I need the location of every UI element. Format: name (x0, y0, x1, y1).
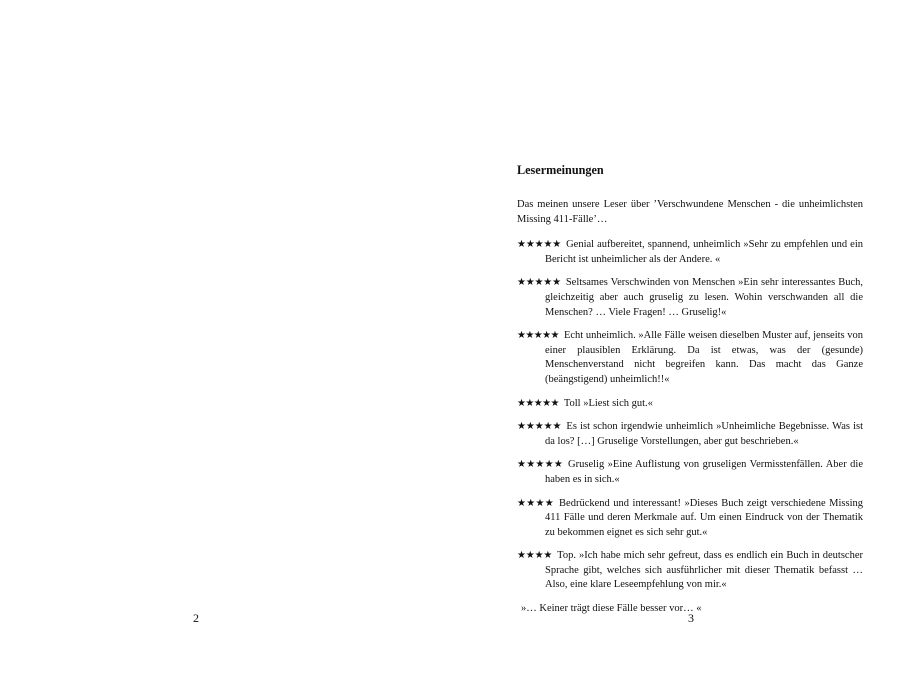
review-quote: »Liest sich gut.« (583, 397, 653, 409)
review-item (517, 458, 863, 487)
closing-quote: »… Keiner trägt diese Fälle besser vor… « (521, 603, 702, 615)
review-item (517, 497, 863, 541)
review-item (517, 397, 863, 412)
review-quote: »Ich habe mich sehr gefreut, dass es endlich ein Buch in deutscher Sprache gibt, welches sich ausführlicher mit dieser Thematik befasst … Also, eine klare Leseempfehlung von mir.« (545, 550, 864, 591)
review-item (517, 329, 863, 387)
review-title: Seltsames Verschwinden von Menschen (565, 277, 736, 289)
intro-paragraph: Das meinen unsere Leser über ’Verschwundene Menschen - die unheimlichsten Missing 411-Fälle’… (517, 199, 863, 225)
review-title: Top. (557, 550, 576, 562)
star-rating-icon: ★★★★★ (517, 459, 564, 471)
section-heading: Lesermeinungen (517, 163, 604, 177)
review-title: Genial aufbereitet, spannend, unheimlich (566, 239, 741, 251)
star-rating-icon: ★★★★★ (517, 330, 559, 342)
review-title: Toll (563, 397, 581, 409)
page-number-right: 3 (688, 611, 694, 625)
reader-reviews-section (517, 162, 863, 617)
review-quote: »Unheimliche Begebnisse. Was ist da los? […] Gruselige Vorstellungen, aber gut beschrieben.« (545, 421, 864, 447)
star-rating-icon: ★★★★★ (517, 239, 562, 251)
review-quote: »Alle Fälle weisen dieselben Muster auf, jenseits von einer plausiblen Erklärung. Da ist etwas, was der (gesunde) Menschenverstand nicht begreifen kann. Das macht das Ganze (beängstigend) unheimlich!!« (545, 330, 864, 385)
review-item (517, 420, 863, 449)
star-rating-icon: ★★★★★ (517, 277, 561, 289)
review-item (517, 276, 863, 320)
star-rating-icon: ★★★★★ (517, 421, 562, 433)
star-rating-icon: ★★★★★ (517, 397, 559, 409)
review-quote: »Dieses Buch zeigt verschiedene Missing 411 Fälle und deren Merkmale auf. Um einen Eindruck von der Thematik zu bekommen eignet es sich sehr gut.« (545, 497, 863, 538)
review-item (517, 549, 863, 593)
review-item (517, 238, 863, 267)
review-title: Es ist schon irgendwie unheimlich (566, 421, 713, 433)
review-quote: »Eine Auflistung von gruseligen Vermisstenfällen. Aber die haben es in sich.« (545, 459, 864, 485)
page-number-left: 2 (193, 611, 199, 625)
review-list (517, 238, 863, 593)
review-title: Echt unheimlich. (563, 330, 636, 342)
star-rating-icon: ★★★★ (517, 497, 555, 509)
star-rating-icon: ★★★★ (517, 550, 553, 562)
review-title: Gruselig (568, 459, 605, 471)
review-quote: »Sehr zu empfehlen und ein Bericht ist unheimlicher als der Andere. « (545, 239, 864, 265)
review-title: Bedrückend und interessant! (559, 497, 681, 509)
review-quote: »Ein sehr interessantes Buch, gleichzeitig aber auch gruselig zu lesen. Wohin verschwanden all die Menschen? … Viele Fragen! … Gruselig!« (545, 277, 863, 318)
